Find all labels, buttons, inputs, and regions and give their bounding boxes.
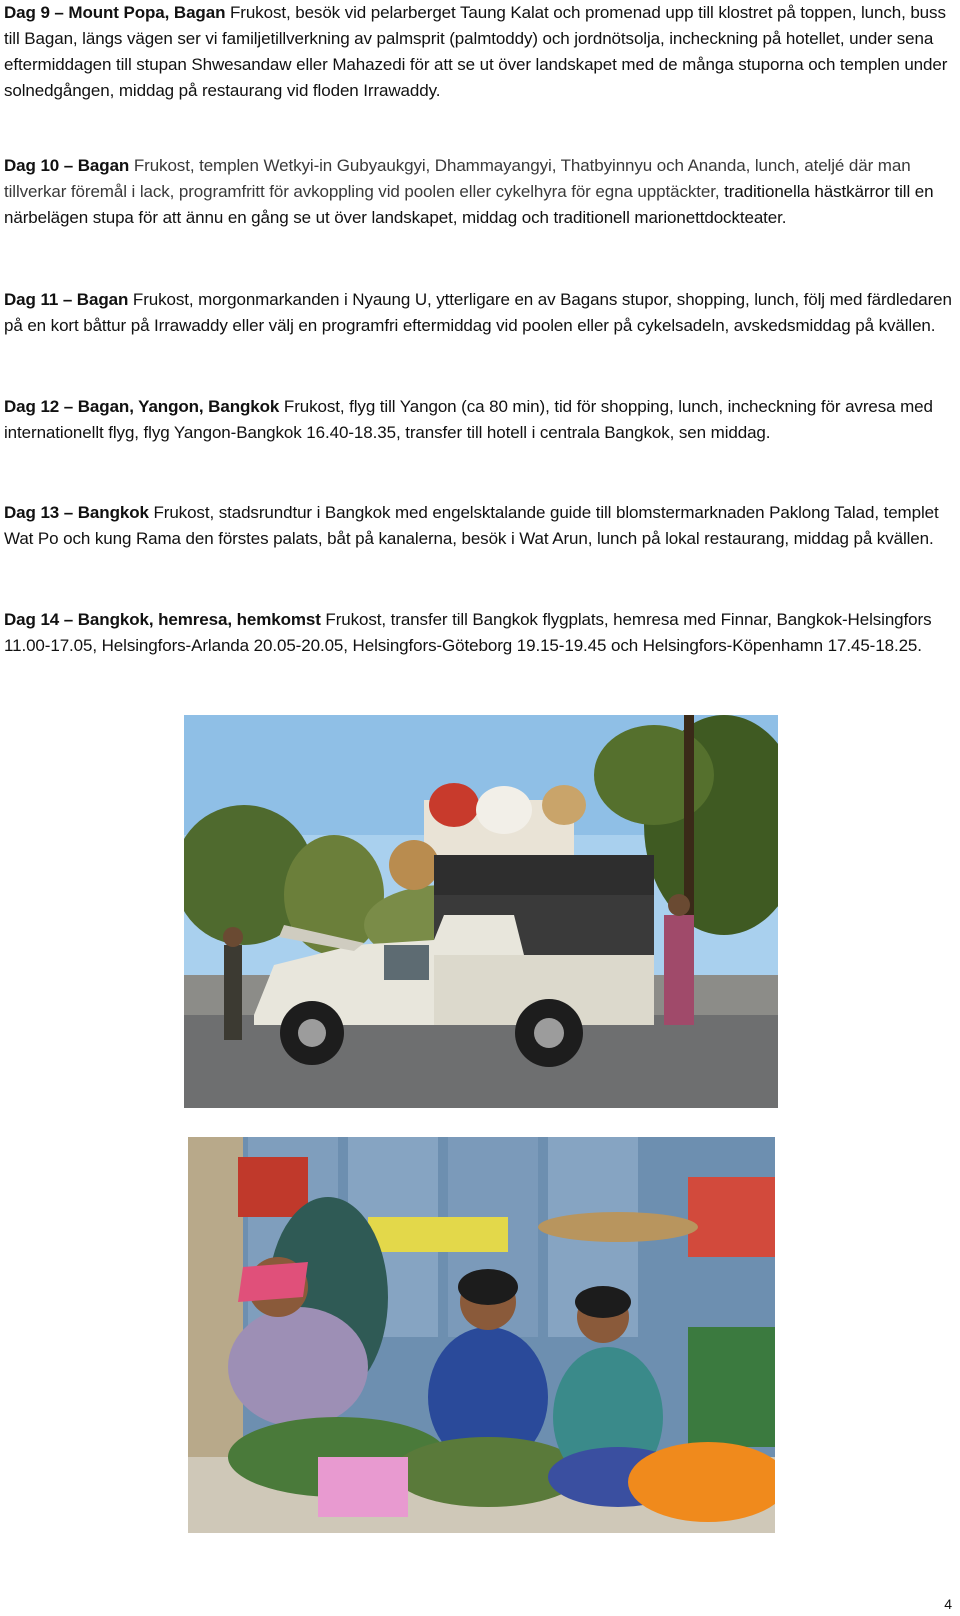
- day-13-paragraph: [4, 500, 956, 552]
- day-13-heading: Dag 13 – Bangkok: [4, 503, 149, 522]
- day-10-paragraph: [4, 153, 956, 231]
- day-14-text: Frukost, transfer till Bangkok flygplats, hemresa med Finnar, Bangkok-Helsingfors 11.00-17.05, Helsingfors-Arlanda 20.05-20.05, Helsingfors-Göteborg 19.15-19.45 och Helsingfors-Köpenhamn 17.45-18.25.: [4, 610, 932, 655]
- day-11-heading: Dag 11 – Bagan: [4, 290, 129, 309]
- market-illustration: [188, 1137, 775, 1533]
- day-10-text: Frukost, templen Wetkyi-in Gubyaukgyi, Dhammayangyi, Thatbyinnyu och Ananda, lunch, ateljé där man tillverkar föremål i lack, programfritt för avkoppling vid poolen eller cykelhyra för egna upptäckter,: [4, 156, 911, 201]
- day-9-paragraph: [4, 0, 956, 104]
- day-13-text: Frukost, stadsrundtur i Bangkok med engelsktalande guide till blomstermarknaden Paklong Talad, templet Wat Po och kung Rama den förstes palats, båt på kanalerna, besök i Wat Arun, lunch på lokal restaurang, middag på kvällen.: [4, 503, 939, 548]
- day-12-paragraph: [4, 394, 956, 446]
- day-12-text: Frukost, flyg till Yangon (ca 80 min), tid för shopping, lunch, incheckning för avresa med internationellt flyg, flyg Yangon-Bangkok 16.40-18.35, transfer till hotell i centrala Bangkok, sen middag.: [4, 397, 933, 442]
- truck-illustration: [184, 715, 778, 1108]
- day-9-text: Frukost, besök vid pelarberget Taung Kalat och promenad upp till klostret på toppen, lunch, buss till Bagan, längs vägen ser vi familjetillverkning av palmsprit (palmtoddy) och jordnötsolja, incheckning på hotellet, under sena eftermiddagen till stupan Shwesandaw eller Mahazedi för att se ut över landskapet med de många stuporna och templen under solnedgången, middag på restaurang vid floden Irrawaddy.: [4, 3, 948, 100]
- photo-loaded-pickup-truck: [184, 715, 778, 1108]
- photo-market-vendors: [188, 1137, 775, 1533]
- day-11-text: Frukost, morgonmarkanden i Nyaung U, ytterligare en av Bagans stupor, shopping, lunch, följ med färdledaren på en kort båttur på Irrawaddy eller välj en programfri eftermiddag vid poolen eller på cykelsadeln, avskedsmiddag på kvällen.: [4, 290, 952, 335]
- day-14-paragraph: [4, 607, 956, 659]
- day-10-text-continued: traditionella hästkärror till en närbelägen stupa för att ännu en gång se ut över landskapet, middag och traditionell marionettdockteater.: [4, 182, 934, 227]
- day-14-heading: Dag 14 – Bangkok, hemresa, hemkomst: [4, 610, 321, 629]
- page-number: 4: [944, 1596, 952, 1612]
- day-12-heading: Dag 12 – Bagan, Yangon, Bangkok: [4, 397, 280, 416]
- day-10-heading: Dag 10 – Bagan: [4, 156, 130, 175]
- day-11-paragraph: [4, 287, 956, 339]
- day-9-heading: Dag 9 – Mount Popa, Bagan: [4, 3, 226, 22]
